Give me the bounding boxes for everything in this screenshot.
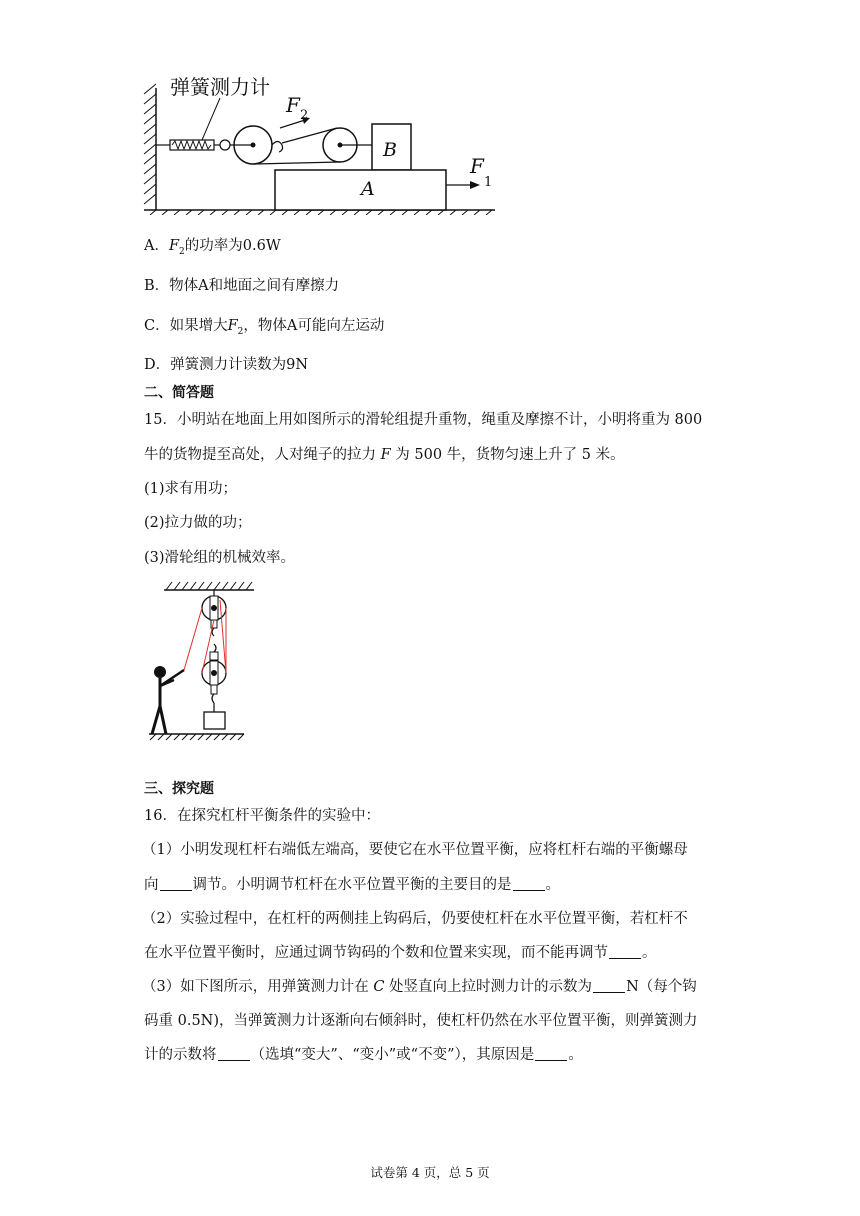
- answer-blank[interactable]: [535, 1046, 567, 1061]
- answer-blank[interactable]: [513, 876, 545, 891]
- q16-part-3-a: （3）如下图所示，用弹簧测力计在 C 处竖直向上拉时测力计的示数为 N（每个钩: [142, 979, 697, 995]
- q15-sub-2: (2)拉力做的功；: [144, 515, 252, 531]
- block-b-label: B: [383, 139, 397, 161]
- option-a: A．$F_2$的功率为0.6W: [144, 238, 281, 257]
- answer-blank[interactable]: [160, 876, 192, 891]
- block-a-label: A: [361, 178, 375, 200]
- answer-blank[interactable]: [593, 978, 625, 993]
- q15-line-1: 15．小明站在地面上用如图所示的滑轮组提升重物，绳重及摩擦不计，小明将重为 800: [144, 412, 703, 428]
- q16-part-1-a: （1）小明发现杠杆右端低左端高，要使它在水平位置平衡，应将杠杆右端的平衡螺母: [142, 842, 688, 858]
- answer-blank[interactable]: [218, 1046, 250, 1061]
- q15-sub-1: (1)求有用功；: [144, 481, 238, 497]
- q16-part-3-c: 计的示数将 （选填“变大”、“变小”或“不变”），其原因是 。: [144, 1047, 583, 1063]
- pulley-system-figure: [144, 578, 254, 746]
- section-3-title: 三、探究题: [144, 781, 214, 797]
- q16-part-2-b: 在水平位置平衡时，应通过调节钩码的个数和位置来实现，而不能再调节 。: [144, 945, 657, 961]
- f1-sub-label: 1: [484, 175, 493, 190]
- q15-sub-3: (3)滑轮组的机械效率。: [144, 550, 296, 566]
- q15-line-2: 牛的货物提至高处，人对绳子的拉力 F 为 500 牛，货物匀速上升了 5 米。: [144, 447, 625, 463]
- option-d: D．弹簧测力计读数为9N: [144, 357, 309, 373]
- f1-label: F: [470, 154, 484, 178]
- f2-label: F: [286, 93, 300, 117]
- q16-part-2-a: （2）实验过程中，在杠杆的两侧挂上钩码后，仍要使杠杆在水平位置平衡，若杠杆不: [142, 911, 688, 927]
- option-b: B．物体A和地面之间有摩擦力: [144, 278, 340, 294]
- spring-pulley-figure: [140, 70, 500, 215]
- q16-line-1: 16．在探究杠杆平衡条件的实验中：: [144, 808, 380, 824]
- option-c: C．如果增大$F_2$，物体A可能向左运动: [144, 318, 385, 337]
- q16-part-3-b: 码重 0.5N)，当弹簧测力计逐渐向右倾斜时，使杠杆仍然在水平位置平衡，则弹簧测力: [144, 1013, 698, 1029]
- f2-sub-label: 2: [300, 108, 309, 123]
- page-footer: 试卷第 4 页，总 5 页: [370, 1165, 490, 1180]
- answer-blank[interactable]: [609, 944, 641, 959]
- q16-part-1-b: 向 调节。小明调节杠杆在水平位置平衡的主要目的是 。: [144, 877, 560, 893]
- section-2-title: 二、简答题: [144, 385, 214, 401]
- spring-scale-label: 弹簧测力计: [170, 75, 270, 99]
